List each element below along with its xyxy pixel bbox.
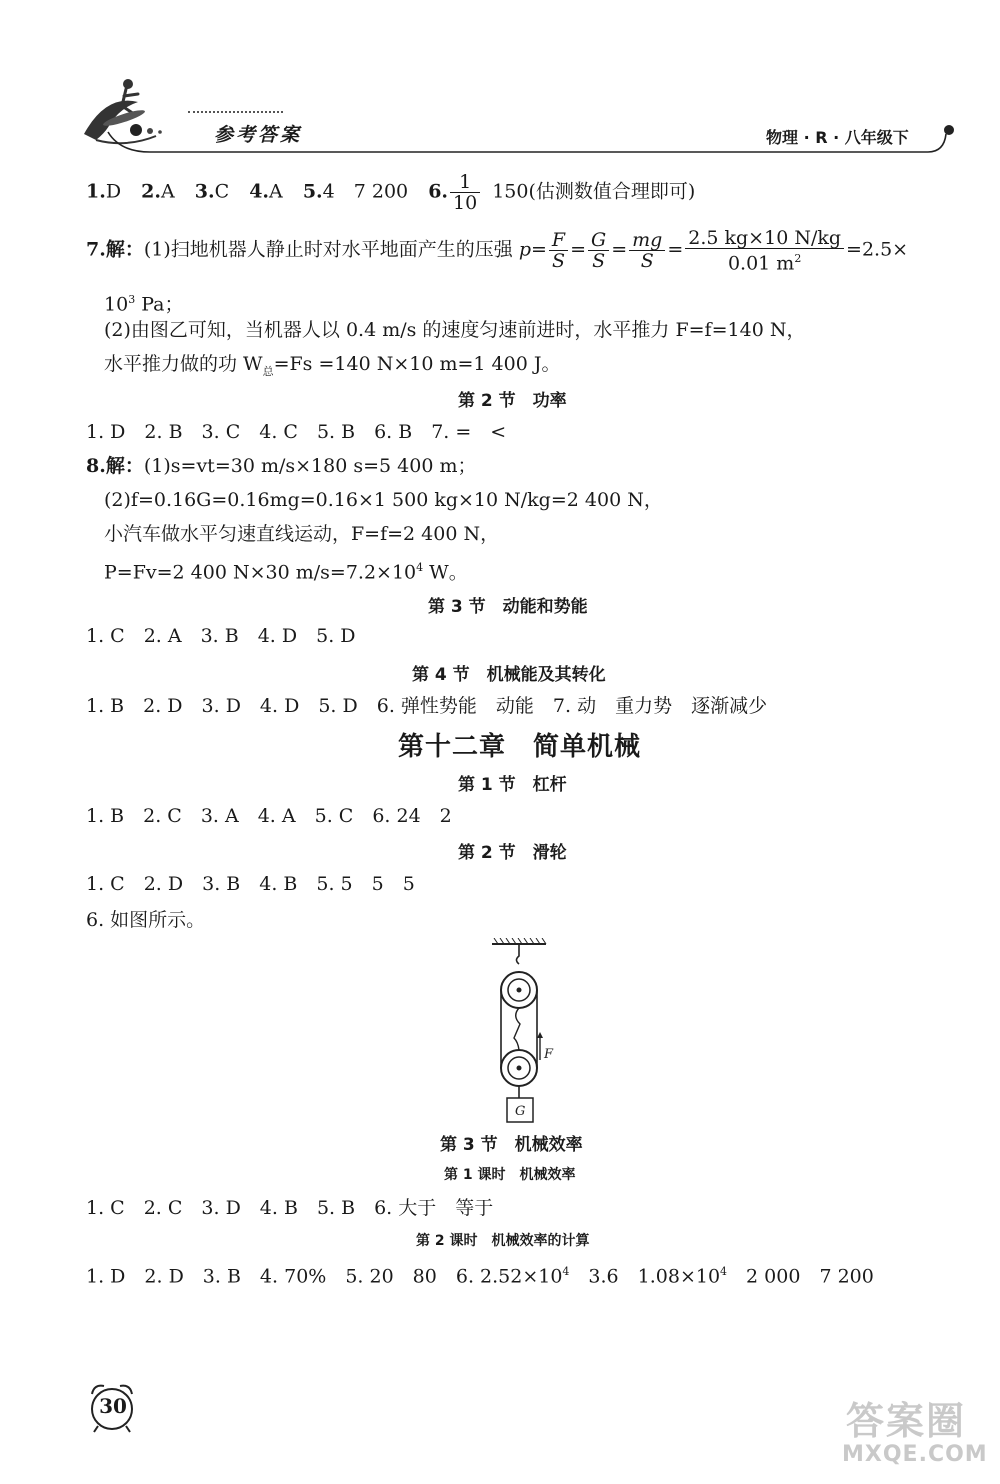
header-subject: 物理 · R · 八年级下 xyxy=(766,128,909,147)
lesson-title-efficiency-2: 第 2 课时 机械效率的计算 xyxy=(416,1233,590,1249)
weight-label: G xyxy=(515,1104,526,1119)
answers-efficiency-lesson2: 1. D 2. D 3. B 4. 70% 5. 20 80 6. $2.52\times 10^4$ 3.6 $1.08\times 10^4$ 2 000 7 200 xyxy=(86,1265,874,1288)
section-title-energy: 第 3 节 动能和势能 xyxy=(428,597,588,617)
chapter-title: 第十二章 简单机械 xyxy=(398,732,642,762)
header-title: 参考答案 xyxy=(214,124,303,146)
watermark-logo: 答案圈 xyxy=(846,1399,967,1443)
watermark-url: MXQE.COM xyxy=(842,1442,988,1467)
force-label: F xyxy=(544,1047,554,1062)
answers-energy-line1: 1. C 2. A 3. B 4. D 5. D xyxy=(86,625,356,647)
section-title-efficiency: 第 3 节 机械效率 xyxy=(440,1135,583,1155)
fraction-pressure-calc: $\frac{2.5 kg\times 10 N/kg}{0.01 m^2}$ xyxy=(685,228,844,273)
answer-q8-line4: P=Fv=2 400 N×30 $m/s=7.2\times 10^4$ W。 xyxy=(104,561,468,584)
pulley-diagram xyxy=(488,938,558,1128)
answers-pulley-line1: 1. C 2. D 3. B 4. B 5. 5 5 5 xyxy=(86,873,415,895)
header-rule xyxy=(80,124,960,158)
section-title-pulley: 第 2 节 滑轮 xyxy=(458,843,567,863)
answer-pulley-q6: 6. 如图所示。 xyxy=(86,909,206,931)
fraction-mg-over-s: $\frac{mg}{S}$ xyxy=(629,230,665,271)
header-dotted-rule xyxy=(188,111,283,113)
answers-lever-line1: 1. B 2. C 3. A 4. A 5. C 6. 24 2 xyxy=(86,805,452,827)
answer-q8-line1: 8.解：(1)s=vt=30 m/s×180 s=5 400 m； xyxy=(86,455,477,477)
answer-q7-line2: $10^3$ Pa； xyxy=(104,293,184,316)
lesson-title-efficiency-1: 第 1 课时 机械效率 xyxy=(444,1167,576,1183)
answer-q8-line2: (2)f=0.16G=0.16mg=0.16×1 500 kg×10 N/kg=2 400 N， xyxy=(104,489,663,511)
answers-line-q1-6: 1.D 2.A 3.C 4.A 5.4 7 200 6. $\frac{1}{10}$ 150(估测数值合理即可) xyxy=(86,171,696,214)
page-number: 30 xyxy=(99,1394,127,1418)
answers-power-line1: 1. D 2. B 3. C 4. C 5. B 6. B 7. = < xyxy=(86,421,507,443)
answer-q8-line3: 小汽车做水平匀速直线运动，F=f=2 400 N， xyxy=(104,523,500,545)
fraction-g-over-s: $\frac{G}{S}$ xyxy=(588,230,609,271)
answer-q7-line3: (2)由图乙可知，当机器人以 0.4 m/s 的速度匀速前进时，水平推力 F=f=140 N， xyxy=(104,319,806,341)
section-title-mechanical-energy: 第 4 节 机械能及其转化 xyxy=(412,665,606,685)
answers-mechanical-energy-line1: 1. B 2. D 3. D 4. D 5. D 6. 弹性势能 动能 7. 动 重力势 逐渐减少 xyxy=(86,695,768,717)
fraction-one-tenth: $\frac{1}{10}$ xyxy=(450,172,480,213)
answers-efficiency-lesson1: 1. C 2. C 3. D 4. B 5. B 6. 大于 等于 xyxy=(86,1197,494,1219)
answer-q7-line1: 7.解：(1)扫地机器人静止时对水平地面产生的压强 p= $\frac{F}{S}$ = $\frac{G}{S}$ = $\frac{mg}{S}$ = $\frac{2.5 kg\times 10 N/kg}{0.01 m^2}$ =2.5× xyxy=(86,227,909,275)
fraction-f-over-s: $\frac{F}{S}$ xyxy=(549,230,568,271)
section-title-power: 第 2 节 功率 xyxy=(458,391,567,411)
section-title-lever: 第 1 节 杠杆 xyxy=(458,775,567,795)
answer-q7-line4: 水平推力做的功 $W_总=Fs =140$ N×10 m=1 400 J。 xyxy=(104,353,561,378)
